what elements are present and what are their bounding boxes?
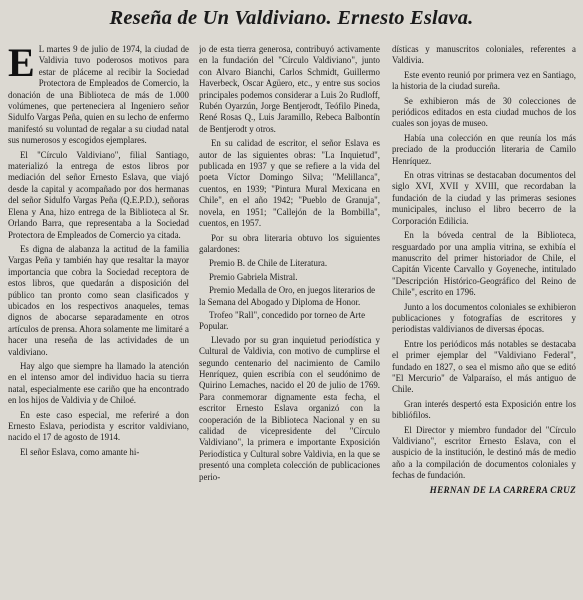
column-1 xyxy=(8,44,189,596)
article-paragraph: Se exhibieron más de 30 colecciones de periódicos editados en esta ciudad muchos de los cuales son joyas de museo. xyxy=(392,95,576,129)
article-paragraph: Gran interés despertó esta Exposición entre los bibliófilos. xyxy=(392,398,576,421)
article-paragraph: Llevado por su gran inquietud periodística y Cultural de Valdivia, con motivo de cumplirse el segundo centenario del nacimiento de Camilo Henríquez, quien escribía con el seudónimo de Quirino Lemaches, nacido el 20 de julio de 1769. Para conmemorar dignamente esta fecha, el escritor Ernesto Eslava organizó con la cooperación de la Biblioteca Nacional y en su calidad de vicepresidente del "Círculo Valdiviano", la primera e importante Exposición Periodística y Cultural sobre Valdivia, en la que se presentó una completa colección de publicaciones perio- xyxy=(199,334,380,482)
article-paragraph: E L martes 9 de julio de 1974, la ciudad de Valdivia tuvo poderosos motivos para estar de pláceme al recibir la Sociedad Protectora de Empleados de Comercio, la donación de una Biblioteca de más de 1.000 volúmenes, que perteneciera al Ingeniero señor Sidulfo Vargas Peña, quien en su lecho de enfermo manifestó su voluntad de regalar a su ciudad natal sus numerosos y escogidos ejemplares. xyxy=(8,44,189,146)
article-headline: Reseña de Un Valdiviano. Ernesto Eslava. xyxy=(109,7,474,29)
article-paragraph: Es digna de alabanza la actitud de la familia Vargas Peña y también hay que resaltar la mayor importancia que cobra la Sociedad receptora de estos libros, que quedarán a disposición del público tan pronto como sean clasificados y ubicados en los respectivos anaqueles, temas dignos de abocarse separadamente en otros artículos de prensa. Ahora solamente me limitaré a hacer una reseña de las actividades de un valdiviano. xyxy=(8,243,189,357)
article-paragraph: Entre los periódicos más notables se destacaba el primer ejemplar del "Valdiviano Federal", fundado en 1827, o sea el mismo año que se editó "El Mercurio" de Valparaíso, el más antiguo de Chile. xyxy=(392,338,576,395)
article-paragraph: El "Círculo Valdiviano", filial Santiago, materializó la entrega de estos libros por mediación del señor Ernesto Eslava, que viajó desde la capital y acompañado por dos hermanas del señor Sidulfo Vargas Peña (Q.E.P.D.), señoras Elena y Ana, hizo entrega de la Biblioteca al Sr. Orlando Barra, que representaba a la Sociedad Protectora de Empleados de Comercio ya citada. xyxy=(8,149,189,240)
article-paragraph: Junto a los documentos coloniales se exhibieron publicaciones y fotografías de escritores y periodistas valdivianos de diversas épocas. xyxy=(392,301,576,335)
drop-cap: E xyxy=(8,44,35,85)
article-paragraph: Hay algo que siempre ha llamado la atención en el intenso amor del individuo hacia su tierra natal, especialmente ese cariño que ha encontrado en los hijos de Valdivia y de Chiloé. xyxy=(8,360,189,406)
article-paragraph: Por su obra literaria obtuvo los siguientes galardones: xyxy=(199,232,380,254)
award-item: Premio Gabriela Mistral. xyxy=(209,271,298,282)
article-paragraph: El señor Eslava, como amante hi- xyxy=(20,446,140,457)
article-paragraph: jo de esta tierra generosa, contribuyó activamente en la fundación del "Círculo Valdiviano", junto con Alvaro Bianchi, Carlos Schmidt, Guillermo Haverbeck, Oscar Agüero, etc., y entre sus socios principales podemos considerar a Luis 2o Rudloff, Rubén Oyarzún, Jorge Bentjerodt, Teófilo Pineda, René Rosas Q., Luis Jaramillo, Rebeca Balbontín de Bentjerodt y otros. xyxy=(199,44,380,134)
article-paragraph: En su calidad de escritor, el señor Eslava es autor de las siguientes obras: "La Inquietud", publicada en 1937 y que se refiere a la vida del poeta Víctor Domingo Silva; "Melillanca", cuentos, en 1939; "Pintura Mural Mexicana en Chile", en el año 1942; "Pueblo de Granuja", novela, en 1951; "Callejón de la Bombilla", cuentos, en 1957. xyxy=(199,138,380,229)
column-3 xyxy=(392,44,576,596)
article-paragraph: Había una colección en que reunía los más preciado de la producción literaria de Camilo Henríquez. xyxy=(392,132,576,166)
article-paragraph: El Director y miembro fundador del "Círculo Valdiviano", escritor Ernesto Eslava, con el auspicio de la institución, le destinó más de medio año a la compilación de documentos coloniales y fechas de fundación. xyxy=(392,424,576,481)
author-signature: HERNAN DE LA CARRERA CRUZ xyxy=(429,484,576,495)
column-2 xyxy=(199,44,380,596)
award-item: Premio B. de Chile de Literatura. xyxy=(209,258,328,269)
article-paragraph: dísticas y manuscritos coloniales, referentes a Valdivia. xyxy=(392,44,576,66)
award-item: Trofeo "Rall", concedido por torneo de Arte Popular. xyxy=(199,309,366,332)
article-paragraph: Este evento reunió por primera vez en Santiago, la historia de la ciudad sureña. xyxy=(392,69,576,92)
award-item: Premio Medalla de Oro, en juegos literarios de la Semana del Abogado y Diploma de Honor. xyxy=(199,285,376,307)
article-paragraph: En la bóveda central de la Biblioteca, resguardado por una amplia vitrina, se exhibía el manuscrito del primer historiador de Chile, el Capitán Vicente Carvallo y Goyeneche, intitulado "Descripción Histórico-Geográfico del Reino de Chile", escrito en 1796. xyxy=(392,230,576,298)
article-paragraph: En este caso especial, me referiré a don Ernesto Eslava, periodista y escritor valdiviano, nacido el 17 de agosto de 1914. xyxy=(8,409,189,443)
article-paragraph: En otras vitrinas se destacaban documentos del siglo XVI, XVII y XVIII, que recordaban la fundación de la ciudad y las primeras sesiones municipales, incluso el libro becerro de la Corporación Edilicia. xyxy=(392,170,576,226)
